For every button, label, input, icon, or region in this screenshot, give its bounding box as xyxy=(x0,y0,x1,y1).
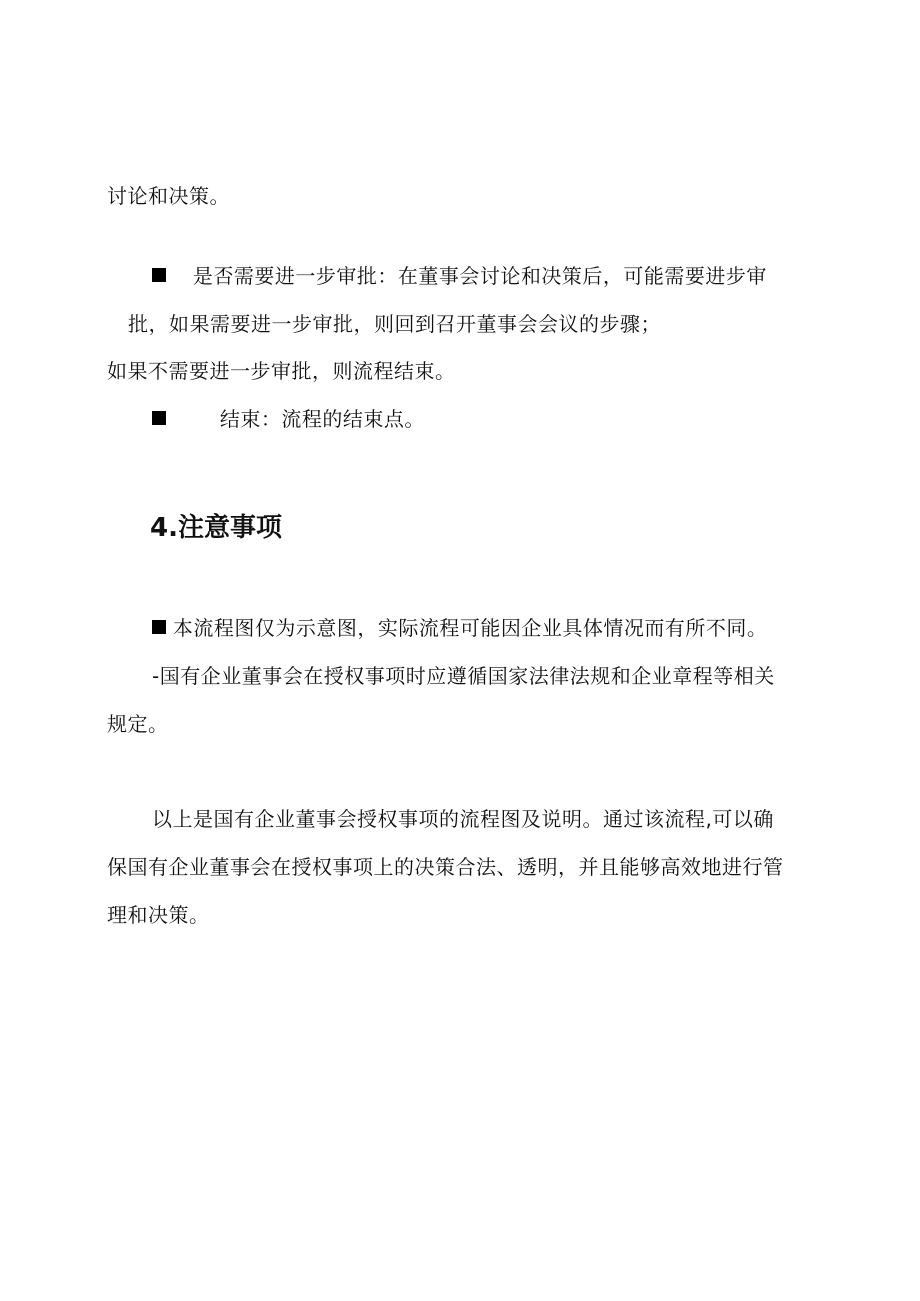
note-text: 本流程图仅为示意图，实际流程可能因企业具体情况而有所不同。 xyxy=(172,616,768,640)
bullet-text: 是否需要进一步审批：在董事会讨论和决策后，可能需要进步审 xyxy=(192,264,767,288)
note-item: -国有企业董事会在授权事项时应遵循国家法律法规和企业章程等相关 xyxy=(152,664,775,688)
conclusion-line: 理和决策。 xyxy=(107,903,210,927)
bullet-continuation: 如果不需要进一步审批，则流程结束。 xyxy=(107,359,456,383)
bullet-text: 结束：流程的结束点。 xyxy=(219,407,425,431)
note-item xyxy=(152,614,767,642)
section-heading: 4.注意事项 xyxy=(150,513,282,543)
square-bullet-icon xyxy=(152,620,166,634)
paragraph-line: 讨论和决策。 xyxy=(107,184,230,208)
conclusion-line: 保国有企业董事会在授权事项上的决策合法、透明，并且能够高效地进行管 xyxy=(107,855,784,879)
bullet-item-review xyxy=(152,262,767,290)
conclusion-line: 以上是国有企业董事会授权事项的流程图及说明。通过该流程,可以确 xyxy=(152,807,774,831)
square-bullet-icon xyxy=(152,411,166,425)
note-continuation: 规定。 xyxy=(107,712,169,736)
bullet-item-end xyxy=(152,405,425,433)
square-bullet-icon xyxy=(152,268,166,282)
bullet-continuation: 批，如果需要进一步审批，则回到召开董事会会议的步骤； xyxy=(128,312,661,336)
